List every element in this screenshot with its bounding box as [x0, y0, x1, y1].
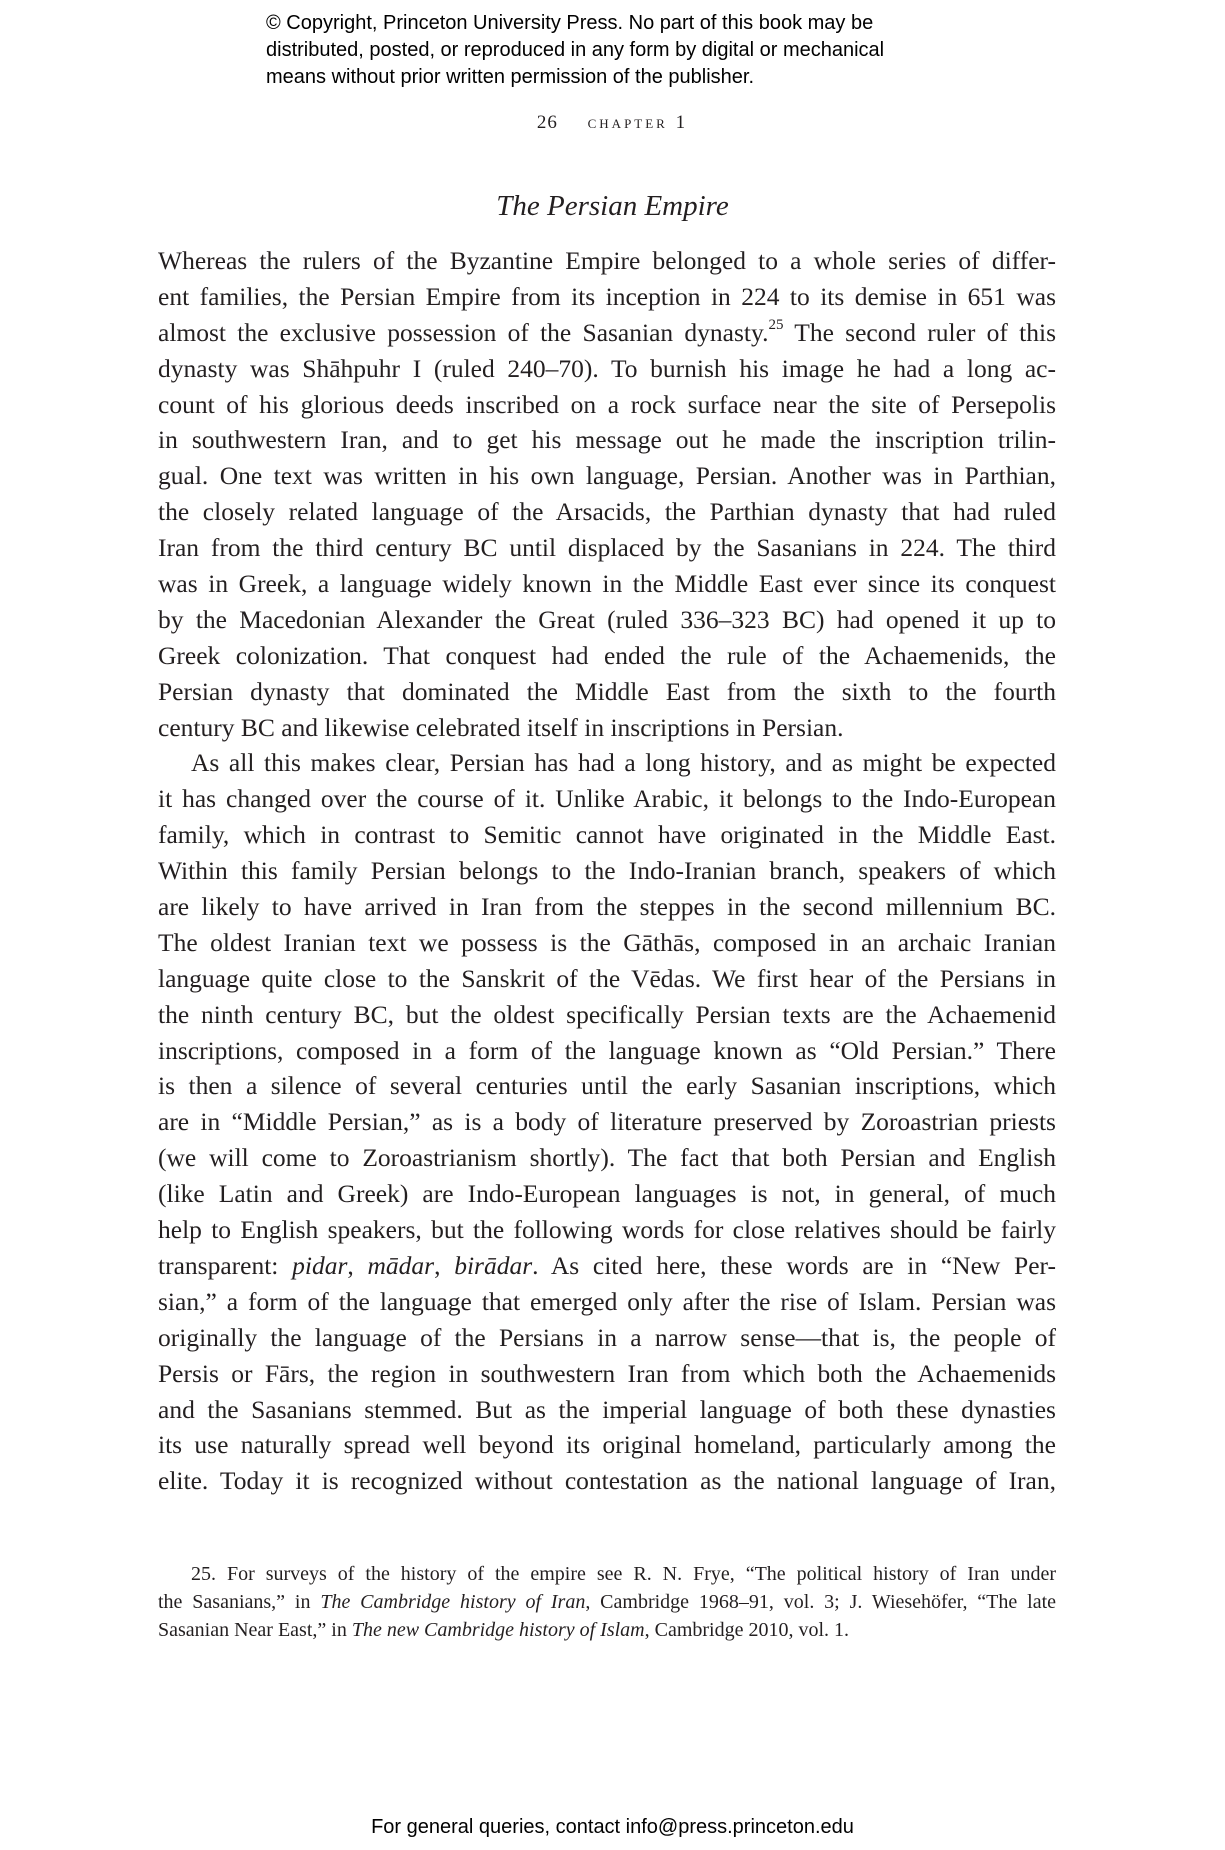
text-span: , Cambridge 1968–91, vol. 3; J. Wiesehöfer, “The late [585, 1591, 1057, 1613]
contact-footer: For general queries, contact info@press.princeton.edu [371, 1816, 854, 1838]
copyright-line: © Copyright, Princeton University Press. No part of this book may be [266, 12, 874, 34]
text-line: Iran from the third century BC until displaced by the Sasanians in 224. The third [158, 533, 1056, 563]
italic-term: mādar [367, 1250, 435, 1280]
italic-term: pidar [292, 1250, 348, 1280]
text-line: dynasty was Shāhpuhr I (ruled 240–70). To burnish his image he had a long ac- [158, 353, 1056, 383]
body-text [158, 243, 1056, 1499]
text-span: , Cambridge 2010, vol. 1. [644, 1619, 850, 1641]
text-line: century BC and likewise celebrated itself in inscriptions in Persian. [158, 712, 844, 742]
footnote-line: 25. For surveys of the history of the empire see R. N. Frye, “The political history of Iran under [191, 1563, 1056, 1585]
footnote [158, 1560, 1056, 1644]
text-line: count of his glorious deeds inscribed on a rock surface near the site of Persepolis [158, 389, 1056, 419]
copyright-line: distributed, posted, or reproduced in any form by digital or mechanical [266, 39, 885, 61]
footnote-line [158, 1588, 1056, 1616]
text-line: in southwestern Iran, and to get his message out he made the inscription trilin- [158, 425, 1056, 455]
text-line: and the Sasanians stemmed. But as the imperial language of both these dynasties [158, 1394, 1056, 1424]
text-line: are likely to have arrived in Iran from the steppes in the second millennium BC. [158, 892, 1056, 922]
text-span: transparent: [158, 1250, 293, 1280]
text-line: the closely related language of the Arsacids, the Parthian dynasty that had ruled [158, 497, 1056, 527]
text-span: . As cited here, these words are in “New Per- [532, 1250, 1057, 1280]
text-line: The oldest Iranian text we possess is the Gāthās, composed in an archaic Iranian [158, 927, 1056, 957]
text-line: Greek colonization. That conquest had ended the rule of the Achaemenids, the [158, 640, 1056, 670]
text-line: Whereas the rulers of the Byzantine Empire belonged to a whole series of differ- [158, 246, 1056, 275]
paragraph-2 [158, 745, 1056, 1499]
italic-term: birādar [454, 1250, 533, 1280]
text-line: gual. One text was written in his own language, Persian. Another was in Parthian, [158, 461, 1056, 491]
footnote-ref[interactable]: 25 [768, 317, 784, 334]
text-span: , [434, 1250, 455, 1280]
text-line: ent families, the Persian Empire from its inception in 224 to its demise in 651 was [158, 281, 1056, 311]
text-line: language quite close to the Sanskrit of the Vēdas. We first hear of the Persians in [158, 963, 1056, 993]
text-line: elite. Today it is recognized without contestation as the national language of Iran, [158, 1466, 1056, 1496]
text-line: is then a silence of several centuries until the early Sasanian inscriptions, which [158, 1071, 1056, 1101]
book-title: The new Cambridge history of Islam [351, 1619, 645, 1641]
text-line: As all this makes clear, Persian has had a long history, and as might be expected [191, 748, 1056, 778]
copyright-line: means without prior written permission of the publisher. [266, 66, 755, 88]
text-line: by the Macedonian Alexander the Great (ruled 336–323 BC) had opened it up to [158, 604, 1056, 634]
text-line: family, which in contrast to Semitic cannot have originated in the Middle East. [158, 820, 1056, 850]
text-line [158, 1248, 1056, 1284]
text-line: are in “Middle Persian,” as is a body of literature preserved by Zoroastrian priests [158, 1107, 1056, 1137]
page-number: 26 [536, 112, 558, 133]
text-line: was in Greek, a language widely known in the Middle East ever since its conquest [158, 569, 1056, 599]
text-line: (we will come to Zoroastrianism shortly). The fact that both Persian and English [158, 1143, 1056, 1173]
text-line: it has changed over the course of it. Unlike Arabic, it belongs to the Indo-European [158, 784, 1056, 814]
copyright-notice [266, 10, 1026, 91]
text-line: originally the language of the Persians in a narrow sense—that is, the people of [158, 1322, 1056, 1352]
text-span: Sasanian Near East,” in [158, 1619, 352, 1641]
text-line [158, 315, 1056, 351]
chapter-label: chapter 1 [587, 112, 689, 133]
book-title: The Cambridge history of Iran [320, 1591, 586, 1613]
text-line: Persis or Fārs, the region in southwestern Iran from which both the Achaemenids [158, 1358, 1056, 1388]
text-line: the ninth century BC, but the oldest specifically Persian texts are the Achaemenid [158, 999, 1056, 1029]
text-span: almost the exclusive possession of the Sasanian dynasty. [158, 317, 769, 347]
text-span: the Sasanians,” in [158, 1591, 321, 1613]
paragraph-1 [158, 243, 1056, 745]
running-head [0, 112, 1225, 134]
text-line: help to English speakers, but the following words for close relatives should be fairly [158, 1215, 1056, 1245]
text-line: Persian dynasty that dominated the Middle East from the sixth to the fourth [158, 676, 1056, 706]
text-span: The second ruler of this [783, 317, 1056, 347]
text-line: (like Latin and Greek) are Indo-European languages is not, in general, of much [158, 1179, 1056, 1209]
text-line: Within this family Persian belongs to the Indo-Iranian branch, speakers of which [158, 856, 1056, 886]
text-line: sian,” a form of the language that emerged only after the rise of Islam. Persian was [158, 1286, 1056, 1316]
footnote-line [158, 1616, 1056, 1644]
text-span: , [347, 1250, 368, 1280]
text-line: inscriptions, composed in a form of the language known as “Old Persian.” There [158, 1035, 1056, 1065]
section-title: The Persian Empire [496, 190, 729, 222]
text-line: its use naturally spread well beyond its original homeland, particularly among the [158, 1430, 1056, 1460]
